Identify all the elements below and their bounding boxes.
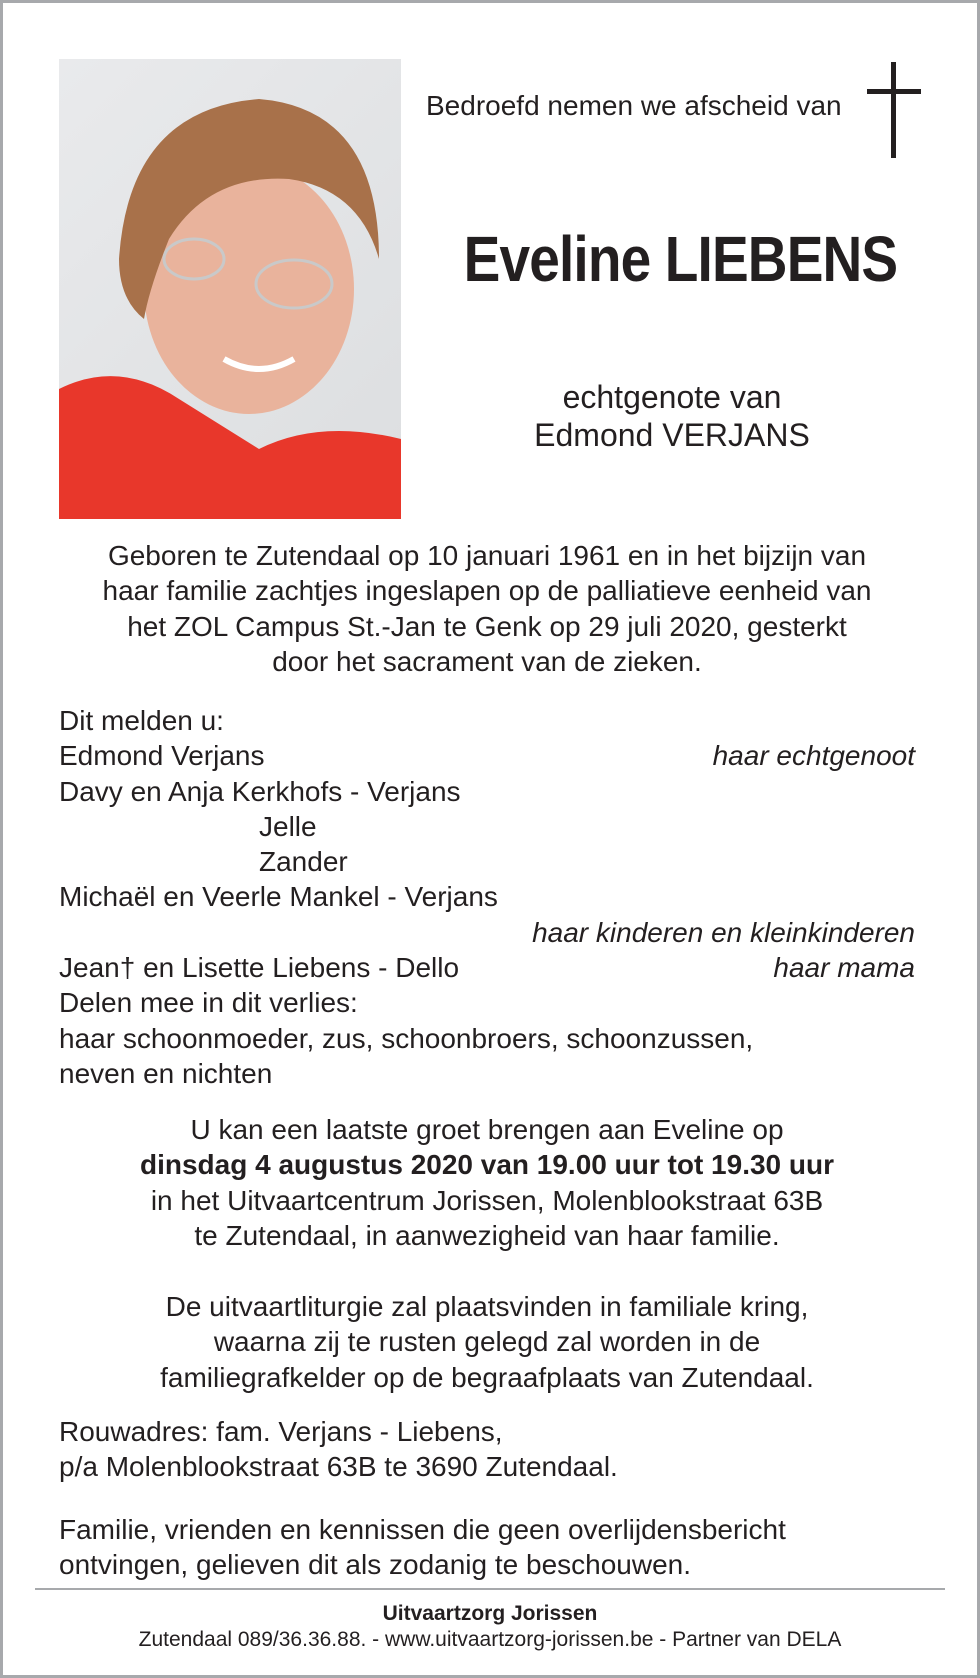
family-relation: haar echtgenoot — [712, 740, 915, 772]
family-row — [59, 774, 915, 809]
address-line: p/a Molenblookstraat 63B te 3690 Zutendaal. — [59, 1451, 618, 1483]
family-heading: Dit melden u: — [59, 705, 224, 736]
family-row — [59, 738, 915, 773]
family-name: Jean† en Lisette Liebens - Dello — [59, 952, 460, 984]
biography-line: het ZOL Campus St.-Jan te Genk op 29 juli 2020, gesterkt — [127, 610, 847, 642]
notice-line: Familie, vrienden en kennissen die geen overlijdensbericht — [59, 1514, 786, 1545]
family-row — [59, 809, 915, 844]
spouse-info — [472, 378, 872, 454]
family-name: Zander — [259, 846, 348, 878]
deceased-name: Eveline LIEBENS — [463, 223, 898, 295]
family-name: Jelle — [259, 810, 317, 842]
footer-title: Uitvaartzorg Jorissen — [382, 1602, 598, 1625]
spouse-line-2: Edmond VERJANS — [534, 417, 810, 453]
visitation-datetime: dinsdag 4 augustus 2020 van 19.00 uur tot 19.30 uur — [139, 1149, 834, 1181]
family-row — [59, 879, 915, 914]
liturgy — [59, 1289, 915, 1395]
share-heading: Delen mee in dit verlies: — [59, 987, 358, 1019]
visitation-line: te Zutendaal, in aanwezigheid van haar familie. — [194, 1219, 780, 1251]
intro-text: Bedroefd nemen we afscheid van — [426, 90, 842, 121]
notice — [59, 1512, 915, 1583]
family-row — [59, 950, 915, 985]
family-row — [59, 915, 915, 950]
biography-line: haar familie zachtjes ingeslapen op de palliatieve eenheid van — [102, 575, 872, 607]
family-list — [59, 703, 915, 1091]
notice-line: ontvingen, gelieven dit als zodanig te beschouwen. — [59, 1549, 691, 1581]
visitation-line: U kan een laatste groet brengen aan Eveline op — [190, 1114, 784, 1145]
footer-contact: Zutendaal 089/36.36.88. - www.uitvaartzorg-jorissen.be - Partner van DELA — [138, 1628, 842, 1651]
visitation-line: in het Uitvaartcentrum Jorissen, Molenblookstraat 63B — [150, 1184, 824, 1216]
liturgy-line: familiegrafkelder op de begraafplaats van Zutendaal. — [160, 1361, 814, 1393]
biography-line: door het sacrament van de zieken. — [272, 645, 702, 677]
family-name: Davy en Anja Kerkhofs - Verjans — [59, 775, 461, 807]
family-row — [59, 844, 915, 879]
share-line: neven en nichten — [59, 1057, 273, 1089]
family-name: Edmond Verjans — [59, 740, 265, 772]
cross-icon — [867, 62, 921, 158]
biography-line: Geboren te Zutendaal op 10 januari 1961 en in het bijzijn van — [107, 540, 867, 571]
liturgy-line: De uitvaartliturgie zal plaatsvinden in familiale kring, — [165, 1291, 809, 1322]
spouse-line-1: echtgenote van — [562, 379, 782, 415]
family-relation: haar mama — [773, 952, 915, 984]
family-relation: haar kinderen en kleinkinderen — [532, 916, 915, 948]
mourning-address — [59, 1414, 915, 1485]
liturgy-line: waarna zij te rusten gelegd zal worden in de — [213, 1326, 761, 1358]
address-line: Rouwadres: fam. Verjans - Liebens, — [59, 1416, 503, 1447]
biography — [59, 538, 915, 679]
family-name: Michaël en Veerle Mankel - Verjans — [59, 881, 498, 913]
share-line: haar schoonmoeder, zus, schoonbroers, schoonzussen, — [59, 1022, 754, 1054]
portrait-photo — [59, 59, 401, 519]
footer-divider — [35, 1588, 945, 1590]
visitation — [59, 1112, 915, 1253]
